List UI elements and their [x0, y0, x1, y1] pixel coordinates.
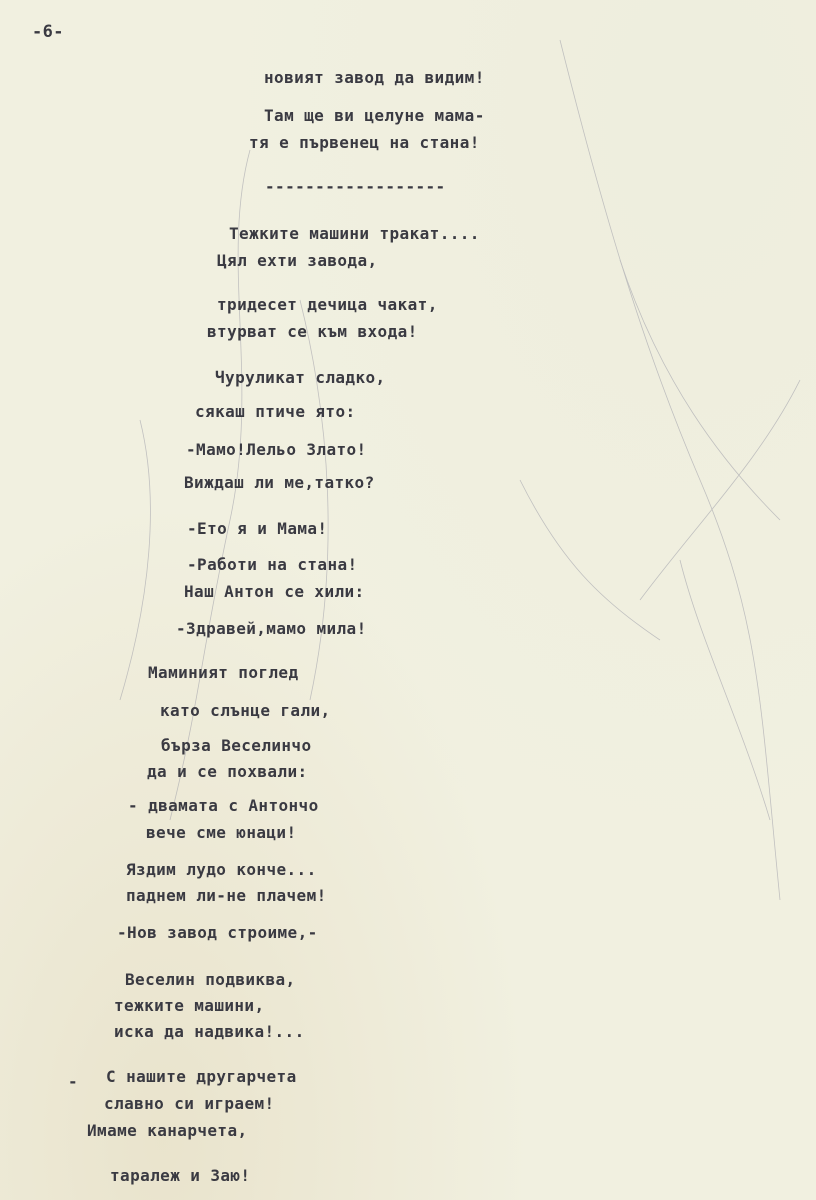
- poem-line: -Нов завод строиме,-: [117, 923, 318, 942]
- poem-line: тридесет дечица чакат,: [217, 295, 438, 314]
- poem-line: Цял ехти завода,: [217, 251, 378, 270]
- poem-line: - двамата с Антончо: [128, 796, 319, 815]
- poem-line: паднем ли-не плачем!: [126, 886, 327, 905]
- poem-line: Маминият поглед: [148, 663, 299, 682]
- poem-line: като слънце гали,: [160, 701, 331, 720]
- margin-dash: -: [68, 1072, 78, 1091]
- poem-line: -Здравей,мамо мила!: [176, 619, 367, 638]
- poem-line: новият завод да видим!: [264, 68, 485, 87]
- poem-line: бърза Веселинчо: [161, 736, 312, 755]
- poem-line: С нашите другарчета: [106, 1067, 297, 1086]
- poem-line: таралеж и Заю!: [110, 1166, 251, 1185]
- poem-line: Яздим лудо конче...: [126, 860, 317, 879]
- poem-line: тежките машини,: [114, 996, 265, 1015]
- poem-line: Тежките машини тракат....: [229, 224, 480, 243]
- poem-line: Веселин подвиква,: [125, 970, 296, 989]
- poem-line: Имаме канарчета,: [87, 1121, 248, 1140]
- poem-line: Наш Антон се хили:: [184, 582, 365, 601]
- poem-line: сякаш птиче ято:: [195, 402, 356, 421]
- poem-line: -Ето я и Мама!: [187, 519, 328, 538]
- poem-line: втурват се към входа!: [207, 322, 418, 341]
- page-number: -6-: [32, 22, 64, 42]
- section-divider: ------------------: [265, 177, 446, 196]
- poem-line: Чуруликат сладко,: [215, 368, 386, 387]
- poem-line: славно си играем!: [104, 1094, 275, 1113]
- poem-line: вече сме юнаци!: [146, 823, 297, 842]
- poem-line: тя е първенец на стана!: [249, 133, 480, 152]
- poem-line: да и се похвали:: [147, 762, 308, 781]
- poem-line: Там ще ви целуне мама-: [264, 106, 485, 125]
- poem-line: Виждаш ли ме,татко?: [184, 473, 375, 492]
- poem-line: -Мамо!Лельо Злато!: [186, 440, 367, 459]
- poem-line: иска да надвика!...: [114, 1022, 305, 1041]
- poem-line: -Работи на стана!: [187, 555, 358, 574]
